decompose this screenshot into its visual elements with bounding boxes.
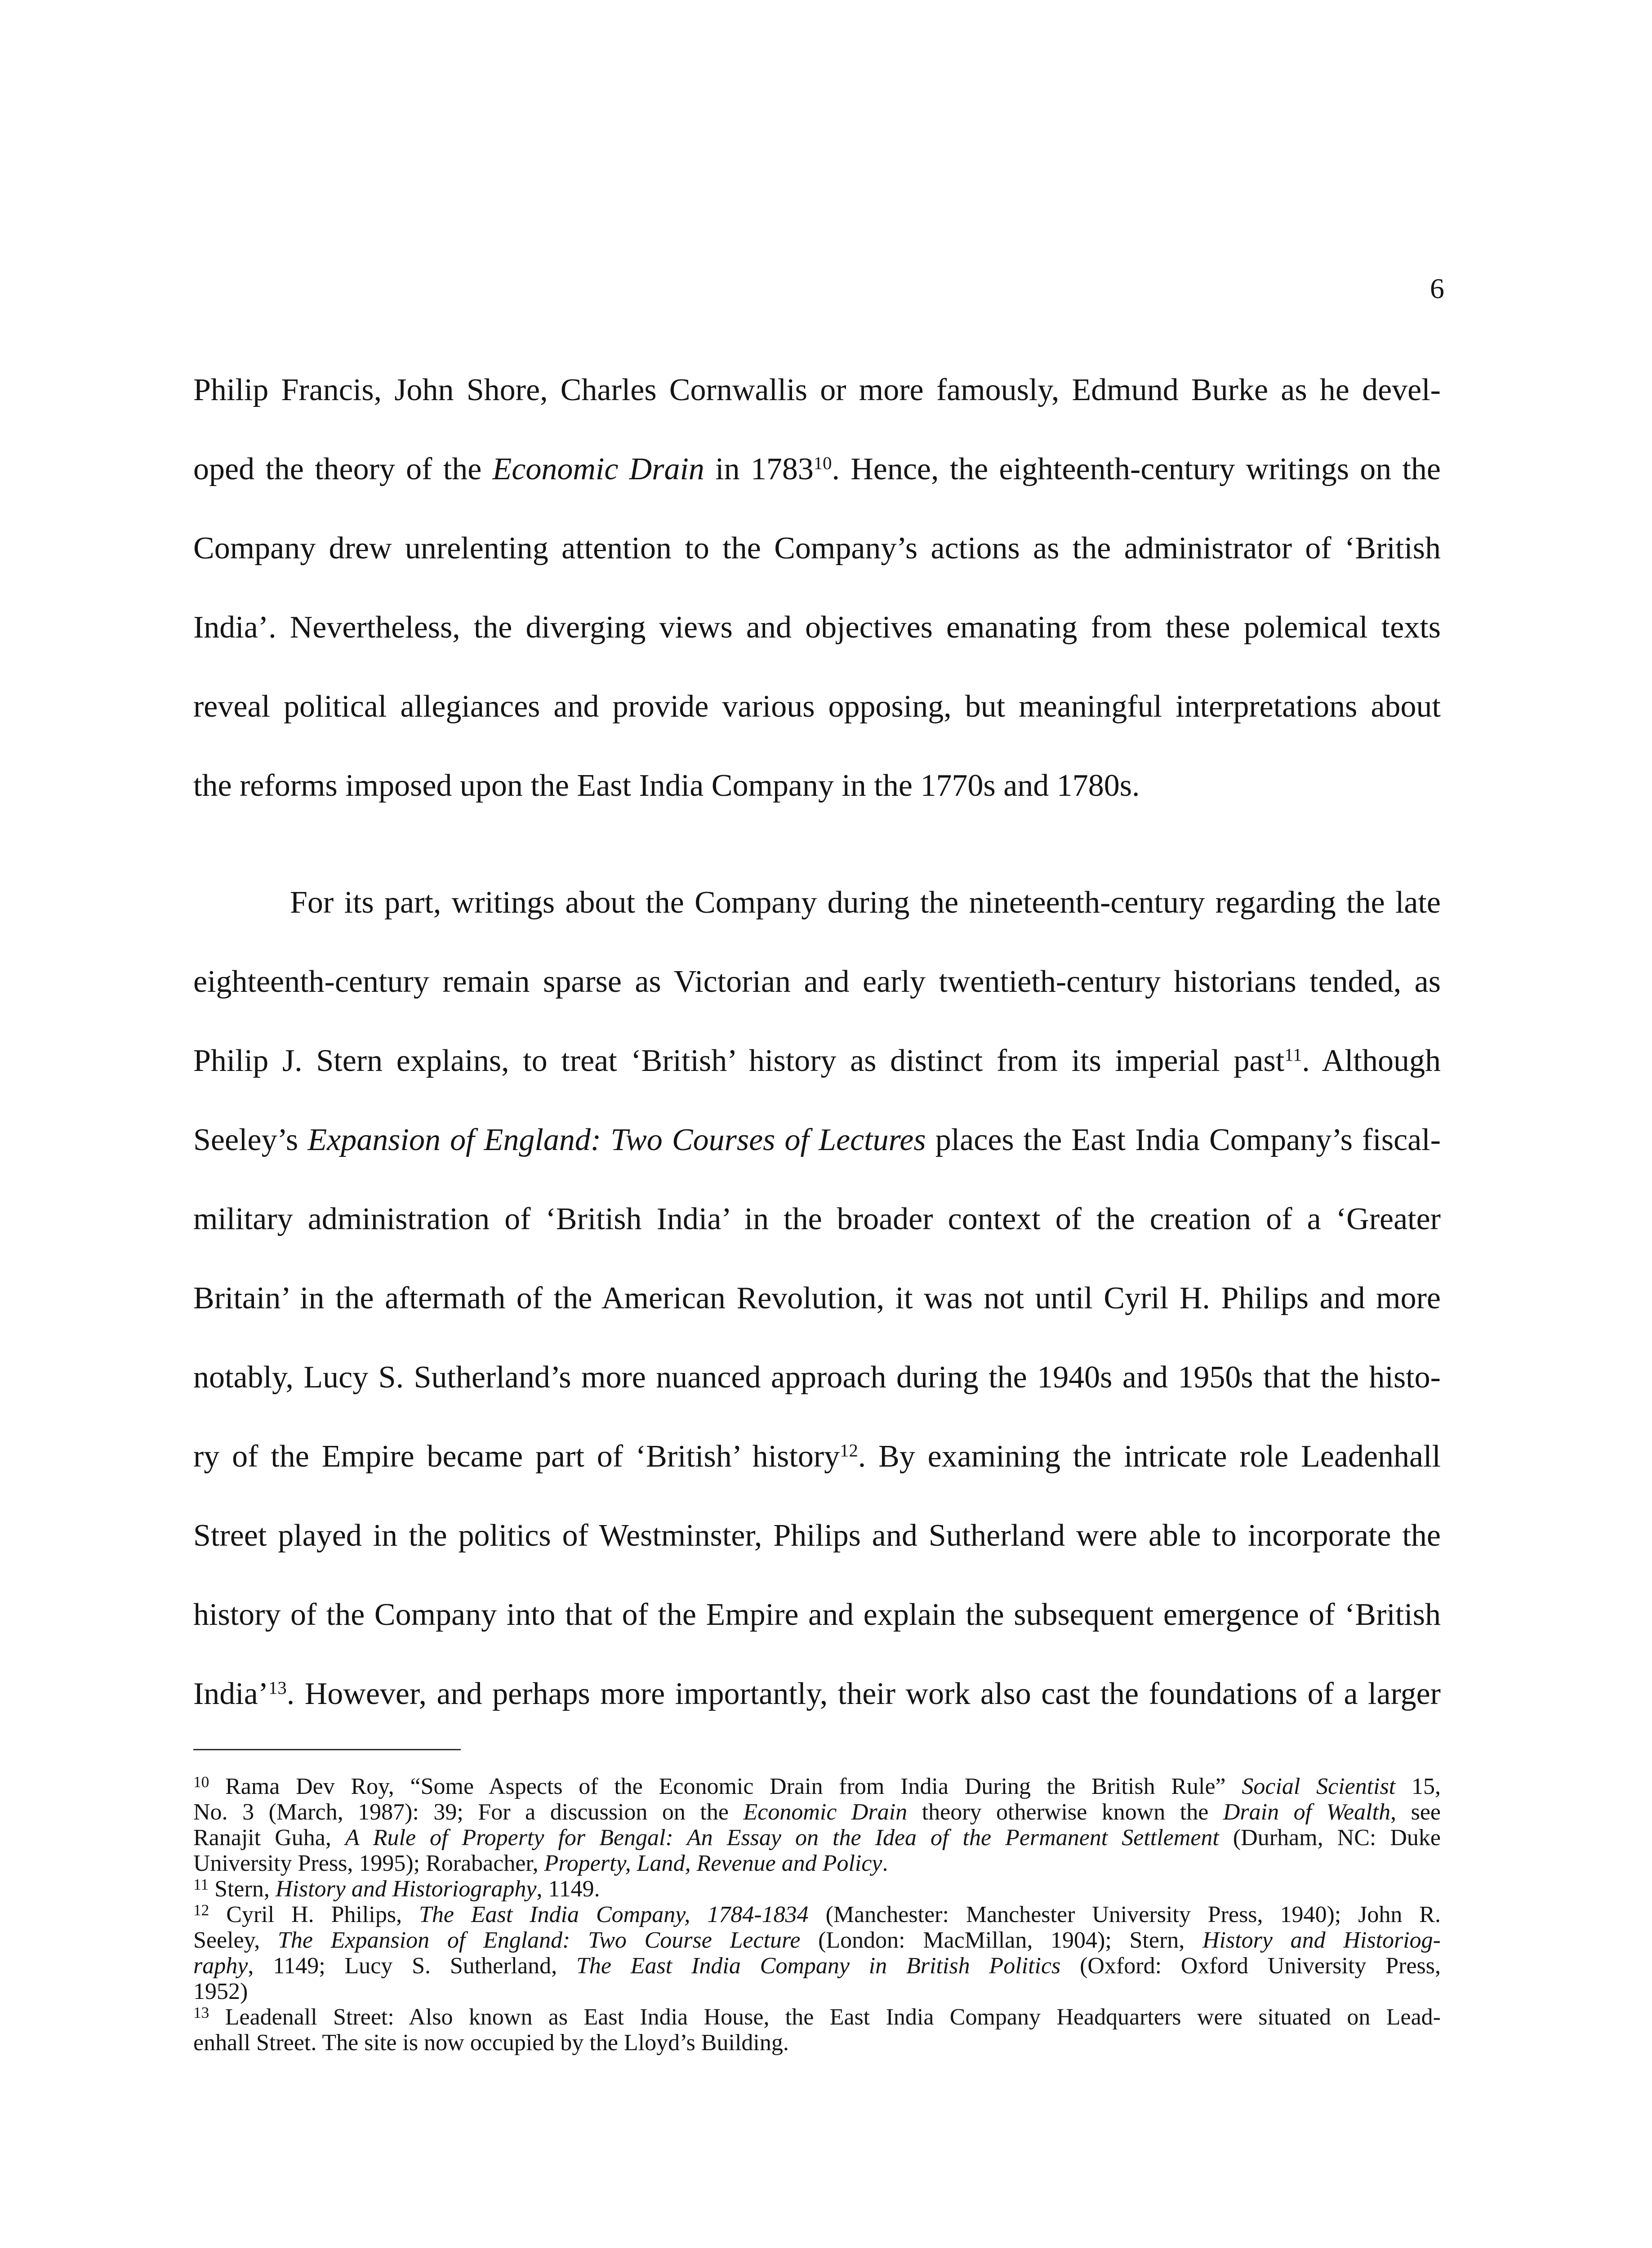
footnote-13 bbox=[193, 2004, 1441, 2056]
footnote-11 bbox=[193, 1876, 1441, 1902]
text-line: history of the Company into that of the Empire and explain the subsequent emergence of ‘British bbox=[193, 1597, 1441, 1632]
footnote-number: 13 bbox=[193, 2003, 209, 2022]
paragraph-2 bbox=[193, 874, 1441, 1745]
footnote-line: No. 3 (March, 1987): 39; For a discussion on the Economic Drain theory otherwise known the Drain of Wealth, see bbox=[193, 1799, 1441, 1825]
footnote-ref-10[interactable]: 10 bbox=[813, 453, 832, 473]
footnote-line: University Press, 1995); Rorabacher, Property, Land, Revenue and Policy. bbox=[193, 1851, 888, 1876]
italic-title: Expansion of England: Two Courses of Lectures bbox=[307, 1123, 926, 1157]
footnote-number: 10 bbox=[193, 1773, 209, 1791]
text-line: Company drew unrelenting attention to the Company’s actions as the administrator of ‘British bbox=[193, 531, 1441, 566]
text-line: Street played in the politics of Westminster, Philips and Sutherland were able to incorporate the bbox=[193, 1518, 1441, 1553]
text-line: military administration of ‘British India’ in the broader context of the creation of a ‘Greater bbox=[193, 1202, 1441, 1236]
text-line: eighteenth-century remain sparse as Victorian and early twentieth-century historians tended, as bbox=[193, 964, 1441, 999]
footnotes bbox=[193, 1774, 1441, 2056]
footnote-number: 11 bbox=[193, 1875, 209, 1894]
text-line: notably, Lucy S. Sutherland’s more nuanced approach during the 1940s and 1950s that the histo- bbox=[193, 1360, 1441, 1395]
text-line: oped the theory of the Economic Drain in 1783$^{10}$. Hence, the eighteenth-century writings on the bbox=[193, 452, 1441, 486]
text-line: Britain’ in the aftermath of the American Revolution, it was not until Cyril H. Philips and more bbox=[193, 1281, 1441, 1316]
text-line: reveal political allegiances and provide various opposing, but meaningful interpretations about bbox=[193, 689, 1441, 724]
page-number: 6 bbox=[1430, 272, 1444, 304]
footnote-divider bbox=[193, 1749, 461, 1750]
footnote-number: 12 bbox=[193, 1901, 209, 1919]
footnote-ref-12[interactable]: 12 bbox=[840, 1440, 858, 1461]
footnote-line: $^{10}$ Rama Dev Roy, “Some Aspects of the Economic Drain from India During the British Rule” Social Scientist 15, bbox=[193, 1773, 1441, 1799]
footnote-line: enhall Street. The site is now occupied by the Lloyd’s Building. bbox=[193, 2030, 789, 2056]
footnote-12 bbox=[193, 1902, 1441, 2004]
footnote-line: $^{12}$ Cyril H. Philips, The East India Company, 1784-1834 (Manchester: Manchester University Press, 1940); John R. bbox=[193, 1901, 1441, 1927]
text-line: Philip Francis, John Shore, Charles Cornwallis or more famously, Edmund Burke as he devel- bbox=[193, 373, 1441, 407]
text-line: the reforms imposed upon the East India Company in the 1770s and 1780s. bbox=[193, 768, 1140, 803]
footnote-line: Seeley, The Expansion of England: Two Course Lecture (London: MacMillan, 1904); Stern, History and Historiog- bbox=[193, 1927, 1441, 1953]
footnote-line: Ranajit Guha, A Rule of Property for Bengal: An Essay on the Idea of the Permanent Settlement (Durham, NC: Duke bbox=[193, 1825, 1441, 1851]
text-line: India’. Nevertheless, the diverging views and objectives emanating from these polemical texts bbox=[193, 610, 1441, 645]
footnote-line: $^{13}$ Leadenall Street: Also known as East India House, the East India Company Headquarters were situated on Lead- bbox=[193, 2003, 1441, 2030]
footnote-10 bbox=[193, 1774, 1441, 1876]
text-line: India’$^{13}$. However, and perhaps more importantly, their work also cast the foundations of a larger bbox=[193, 1677, 1441, 1711]
footnote-line: $^{11}$ Stern, History and Historiography, 1149. bbox=[193, 1875, 600, 1902]
footnote-line: 1952) bbox=[193, 1979, 248, 2004]
footnote-ref-13[interactable]: 13 bbox=[268, 1677, 287, 1698]
text-line: For its part, writings about the Company during the nineteenth-century regarding the late bbox=[290, 885, 1441, 920]
footnote-ref-11[interactable]: 11 bbox=[1284, 1044, 1302, 1065]
text-line: Seeley’s Expansion of England: Two Courses of Lectures places the East India Company’s fiscal- bbox=[193, 1123, 1441, 1157]
text-line: Philip J. Stern explains, to treat ‘British’ history as distinct from its imperial past$^{11}$. Although bbox=[193, 1044, 1441, 1078]
footnote-line: raphy, 1149; Lucy S. Sutherland, The East India Company in British Politics (Oxford: Oxford University Press, bbox=[193, 1953, 1441, 1979]
italic-title: Economic Drain bbox=[492, 452, 704, 486]
text-line: ry of the Empire became part of ‘British’ history$^{12}$. By examining the intricate role Leadenhall bbox=[193, 1439, 1441, 1474]
paragraph-1 bbox=[193, 362, 1441, 837]
